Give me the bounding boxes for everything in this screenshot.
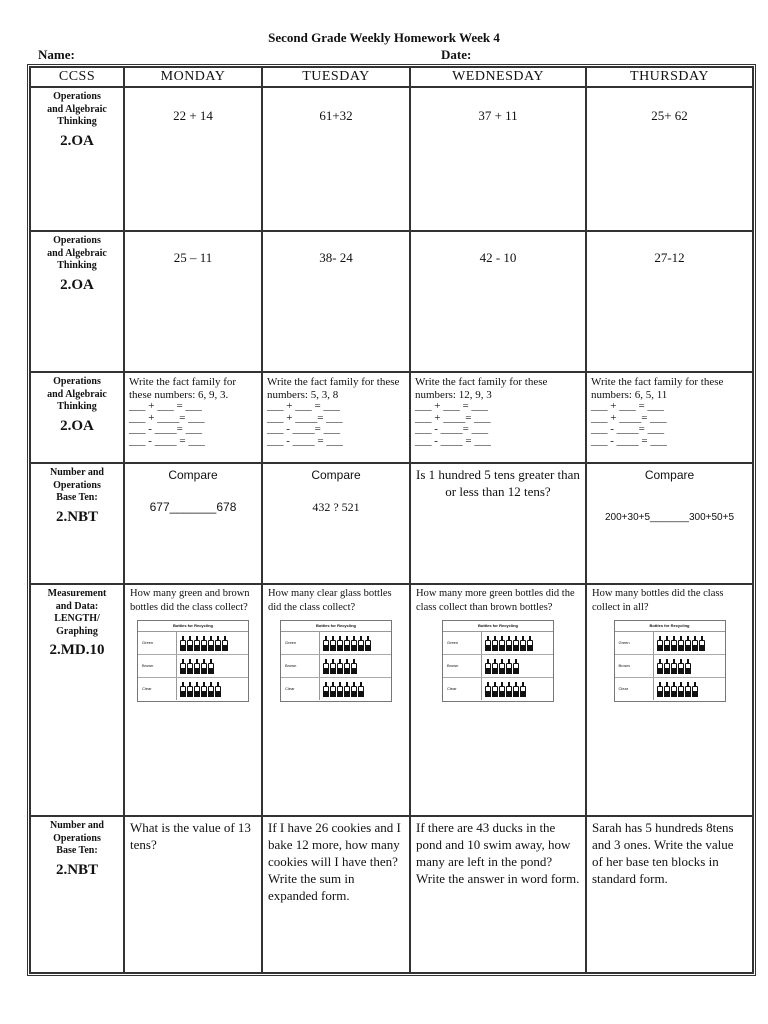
ccss-line: Thinking: [57, 260, 97, 271]
chart-row-label: Brown: [615, 655, 654, 677]
fact-family-prompt: Write the fact family for these numbers: 12, 9, 3: [415, 376, 548, 401]
ccss-line: Operations: [53, 479, 101, 491]
compare-cell: [262, 463, 410, 584]
word-problem-cell: If I have 26 cookies and I bake 12 more, how many cookies will I have then? Write the sum in expanded form.: [262, 816, 410, 973]
bottle-icon: [692, 682, 698, 697]
word-problem-cell: If there are 43 ducks in the pond and 10 swim away, how many are left in the pond? Write the answer in word form.: [410, 816, 586, 973]
ccss-line: Number and: [50, 820, 104, 831]
fact-family-cell: [124, 372, 262, 463]
bottle-icon: [485, 659, 491, 674]
blank-line: ___ - ____ = ___: [129, 434, 205, 447]
problem-cell: 38- 24: [262, 231, 410, 372]
blank-line: ___ - ____= ___: [591, 423, 665, 436]
bottle-icon: [337, 659, 343, 674]
bottle-icon: [692, 636, 698, 651]
fact-family-prompt: Write the fact family for these numbers: 6, 9, 3.: [129, 376, 237, 401]
blank-line: ___ - ____= ___: [415, 423, 489, 436]
compare-expression: 432 ? 521: [312, 500, 360, 514]
bottle-icon: [492, 659, 498, 674]
compare-label: Compare: [311, 468, 361, 482]
bottle-icon: [180, 636, 186, 651]
bottle-icon: [222, 636, 228, 651]
bottle-icon: [351, 659, 357, 674]
bottle-icon: [513, 636, 519, 651]
bottle-icon: [344, 659, 350, 674]
bottle-icon: [657, 659, 663, 674]
fact-family-cell: [262, 372, 410, 463]
question-text: How many green and brown bottles did the class collect?: [130, 588, 250, 613]
bottle-icon: [664, 682, 670, 697]
bottle-icon: [187, 682, 193, 697]
blank-line: ___ - ____ = ___: [415, 434, 491, 447]
bottle-icon: [678, 636, 684, 651]
bottle-icon: [201, 682, 207, 697]
bottle-icon: [180, 659, 186, 674]
bottle-icon: [499, 682, 505, 697]
header-row: [30, 67, 753, 87]
bottle-icon: [492, 636, 498, 651]
bottle-icon: [685, 636, 691, 651]
chart-row-label: Green: [281, 632, 320, 654]
homework-table: [27, 64, 756, 976]
chart-title: Bottles for Recycling: [138, 621, 248, 632]
graph-question-cell: [124, 584, 262, 816]
bottle-icons: [320, 632, 391, 654]
blank-line: ___ + ___ = ___: [129, 400, 202, 413]
bottle-icon: [351, 682, 357, 697]
ccss-line: and Data:: [55, 600, 99, 612]
col-header-wednesday: WEDNESDAY: [410, 67, 586, 87]
chart-row: [138, 655, 248, 678]
chart-row-label: Clear: [138, 678, 177, 700]
ccss-line: Operations: [53, 91, 101, 102]
bottle-icon: [194, 659, 200, 674]
bottle-icon: [337, 636, 343, 651]
chart-row-label: Brown: [138, 655, 177, 677]
chart-row-label: Green: [615, 632, 654, 654]
bottle-icon: [664, 659, 670, 674]
bottle-icon: [187, 659, 193, 674]
graph-question-cell: [410, 584, 586, 816]
bottle-icon: [664, 636, 670, 651]
question-text: How many bottles did the class collect in all?: [592, 588, 724, 613]
compare-label: Compare: [168, 468, 218, 482]
bottle-icon: [215, 636, 221, 651]
ccss-line: Base Ten:: [56, 845, 98, 856]
table-row: [30, 463, 753, 584]
chart-row-label: Green: [443, 632, 482, 654]
bottle-icon: [485, 682, 491, 697]
table-row: [30, 584, 753, 816]
bottle-icon: [208, 659, 214, 674]
ccss-line: Measurement: [47, 588, 107, 599]
chart-row: [138, 632, 248, 655]
bottle-icons: [654, 655, 725, 677]
fact-family-prompt: Write the fact family for these numbers: 5, 3, 8: [267, 376, 400, 401]
bottle-icon: [323, 659, 329, 674]
ccss-line: Thinking: [57, 401, 97, 412]
chart-row: [615, 655, 725, 678]
fact-family-prompt: Write the fact family for these numbers: 6, 5, 11: [591, 376, 724, 401]
bottle-icons: [482, 655, 553, 677]
ccss-line: and Algebraic: [47, 388, 107, 400]
chart-row: [281, 655, 391, 678]
fact-family-cell: [586, 372, 753, 463]
blank-line: ___ - ____ = ___: [267, 434, 343, 447]
bottle-icon: [506, 636, 512, 651]
problem-cell: 37 + 11: [410, 87, 586, 231]
ccss-line: Operations: [53, 832, 101, 844]
blank-line: ___ - ____ = ___: [591, 434, 667, 447]
blank-line: ___ + ____= ___: [267, 411, 343, 424]
ccss-code: 2.OA: [60, 417, 94, 434]
bottle-chart: [137, 620, 249, 702]
bottle-icon: [194, 636, 200, 651]
bottle-icon: [520, 636, 526, 651]
ccss-cell: [30, 231, 124, 372]
bottle-icon: [351, 636, 357, 651]
ccss-line: and Algebraic: [47, 247, 107, 259]
problem-cell: 61+32: [262, 87, 410, 231]
bottle-icon: [678, 659, 684, 674]
bottle-icon: [180, 682, 186, 697]
compare-cell: [124, 463, 262, 584]
bottle-icon: [187, 636, 193, 651]
blank-line: ___ + ___ = ___: [591, 400, 664, 413]
bottle-icon: [513, 659, 519, 674]
problem-cell: 25+ 62: [586, 87, 753, 231]
bottle-icons: [177, 678, 248, 700]
col-header-ccss: CCSS: [30, 67, 124, 87]
bottle-chart: [280, 620, 392, 702]
bottle-icon: [330, 659, 336, 674]
chart-title: Bottles for Recycling: [281, 621, 391, 632]
bottle-icon: [657, 682, 663, 697]
bottle-icon: [215, 682, 221, 697]
chart-row: [443, 678, 553, 700]
ccss-cell: [30, 584, 124, 816]
ccss-line: Base Ten:: [56, 492, 98, 503]
compare-expression: 200+30+5_______300+50+5: [604, 512, 735, 523]
blank-line: ___ + ___ = ___: [415, 400, 488, 413]
bottle-chart: [614, 620, 726, 702]
ccss-code: 2.NBT: [55, 508, 99, 525]
bottle-icon: [671, 659, 677, 674]
bottle-icon: [337, 682, 343, 697]
bottle-icons: [320, 678, 391, 700]
blank-line: ___ + ____= ___: [591, 411, 667, 424]
blank-line: ___ + ___ = ___: [267, 400, 340, 413]
bottle-icon: [201, 636, 207, 651]
bottle-icons: [482, 678, 553, 700]
question-text: How many more green bottles did the class collect than brown bottles?: [416, 588, 575, 613]
ccss-line: Number and: [50, 467, 104, 478]
chart-row: [281, 678, 391, 700]
compare-cell: [586, 463, 753, 584]
chart-row: [443, 632, 553, 655]
chart-row-label: Brown: [281, 655, 320, 677]
bottle-icon: [330, 636, 336, 651]
bottle-icon: [492, 682, 498, 697]
bottle-icon: [678, 682, 684, 697]
table-row: [30, 372, 753, 463]
chart-title: Bottles for Recycling: [443, 621, 553, 632]
bottle-icon: [208, 636, 214, 651]
chart-row: [615, 632, 725, 655]
blank-line: ___ - ____= ___: [129, 423, 203, 436]
bottle-icon: [485, 636, 491, 651]
bottle-icon: [671, 682, 677, 697]
chart-row-label: Clear: [281, 678, 320, 700]
compare-label: Compare: [644, 468, 695, 482]
bottle-icon: [323, 636, 329, 651]
graph-question-cell: [262, 584, 410, 816]
chart-row-label: Clear: [615, 678, 654, 700]
table-row: [30, 816, 753, 973]
problem-cell: Is 1 hundred 5 tens greater than or less than 12 tens?: [410, 463, 586, 584]
ccss-code: 2.OA: [60, 132, 94, 149]
bottle-icon: [330, 682, 336, 697]
bottle-icon: [499, 659, 505, 674]
chart-row-label: Green: [138, 632, 177, 654]
table-row: [30, 231, 753, 372]
bottle-icon: [513, 682, 519, 697]
blank-line: ___ + ____= ___: [415, 411, 491, 424]
bottle-icon: [323, 682, 329, 697]
bottle-icon: [699, 636, 705, 651]
bottle-icon: [358, 682, 364, 697]
question-text: How many clear glass bottles did the class collect?: [268, 588, 392, 613]
word-problem-cell: What is the value of 13 tens?: [124, 816, 262, 973]
bottle-icons: [654, 632, 725, 654]
bottle-icon: [194, 682, 200, 697]
chart-row-label: Brown: [443, 655, 482, 677]
bottle-icon: [201, 659, 207, 674]
ccss-line: LENGTH/: [54, 613, 100, 624]
table-row: [30, 87, 753, 231]
problem-cell: 42 - 10: [410, 231, 586, 372]
bottle-icons: [177, 655, 248, 677]
bottle-icon: [208, 682, 214, 697]
chart-title: Bottles for Recycling: [615, 621, 725, 632]
ccss-line: Graphing: [56, 625, 98, 637]
ccss-cell: [30, 816, 124, 973]
ccss-code: 2.NBT: [55, 861, 99, 878]
bottle-chart: [442, 620, 554, 702]
chart-row: [615, 678, 725, 700]
bottle-icon: [685, 659, 691, 674]
bottle-icons: [320, 655, 391, 677]
chart-row: [281, 632, 391, 655]
col-header-monday: MONDAY: [124, 67, 262, 87]
bottle-icon: [506, 659, 512, 674]
bottle-icon: [520, 682, 526, 697]
problem-cell: 27-12: [586, 231, 753, 372]
bottle-icons: [177, 632, 248, 654]
bottle-icon: [657, 636, 663, 651]
ccss-cell: [30, 372, 124, 463]
bottle-icon: [671, 636, 677, 651]
ccss-cell: [30, 463, 124, 584]
ccss-code: 2.MD.10: [49, 642, 105, 658]
chart-row: [443, 655, 553, 678]
bottle-icon: [344, 636, 350, 651]
word-problem-cell: Sarah has 5 hundreds 8tens and 3 ones. Write the value of her base ten blocks in standard form.: [586, 816, 753, 973]
col-header-tuesday: TUESDAY: [262, 67, 410, 87]
chart-row: [138, 678, 248, 700]
problem-cell: 22 + 14: [124, 87, 262, 231]
ccss-line: Operations: [53, 376, 101, 387]
chart-row-label: Clear: [443, 678, 482, 700]
name-label: Name:: [38, 47, 75, 62]
blank-line: ___ - ____= ___: [267, 423, 341, 436]
bottle-icon: [344, 682, 350, 697]
problem-cell: 25 – 11: [124, 231, 262, 372]
graph-question-cell: [586, 584, 753, 816]
compare-expression: 677_______678: [149, 500, 237, 514]
bottle-icon: [685, 682, 691, 697]
ccss-cell: [30, 87, 124, 231]
ccss-line: and Algebraic: [47, 103, 107, 115]
fact-family-cell: [410, 372, 586, 463]
bottle-icon: [358, 636, 364, 651]
date-label: Date:: [441, 47, 472, 62]
ccss-code: 2.OA: [60, 276, 94, 293]
bottle-icon: [365, 636, 371, 651]
bottle-icon: [527, 636, 533, 651]
bottle-icons: [482, 632, 553, 654]
ccss-line: Operations: [53, 235, 101, 246]
bottle-icon: [506, 682, 512, 697]
col-header-thursday: THURSDAY: [586, 67, 753, 87]
ccss-line: Thinking: [57, 116, 97, 127]
bottle-icons: [654, 678, 725, 700]
bottle-icon: [499, 636, 505, 651]
blank-line: ___ + ____= ___: [129, 411, 205, 424]
page-title: Second Grade Weekly Homework Week 4: [268, 30, 500, 45]
